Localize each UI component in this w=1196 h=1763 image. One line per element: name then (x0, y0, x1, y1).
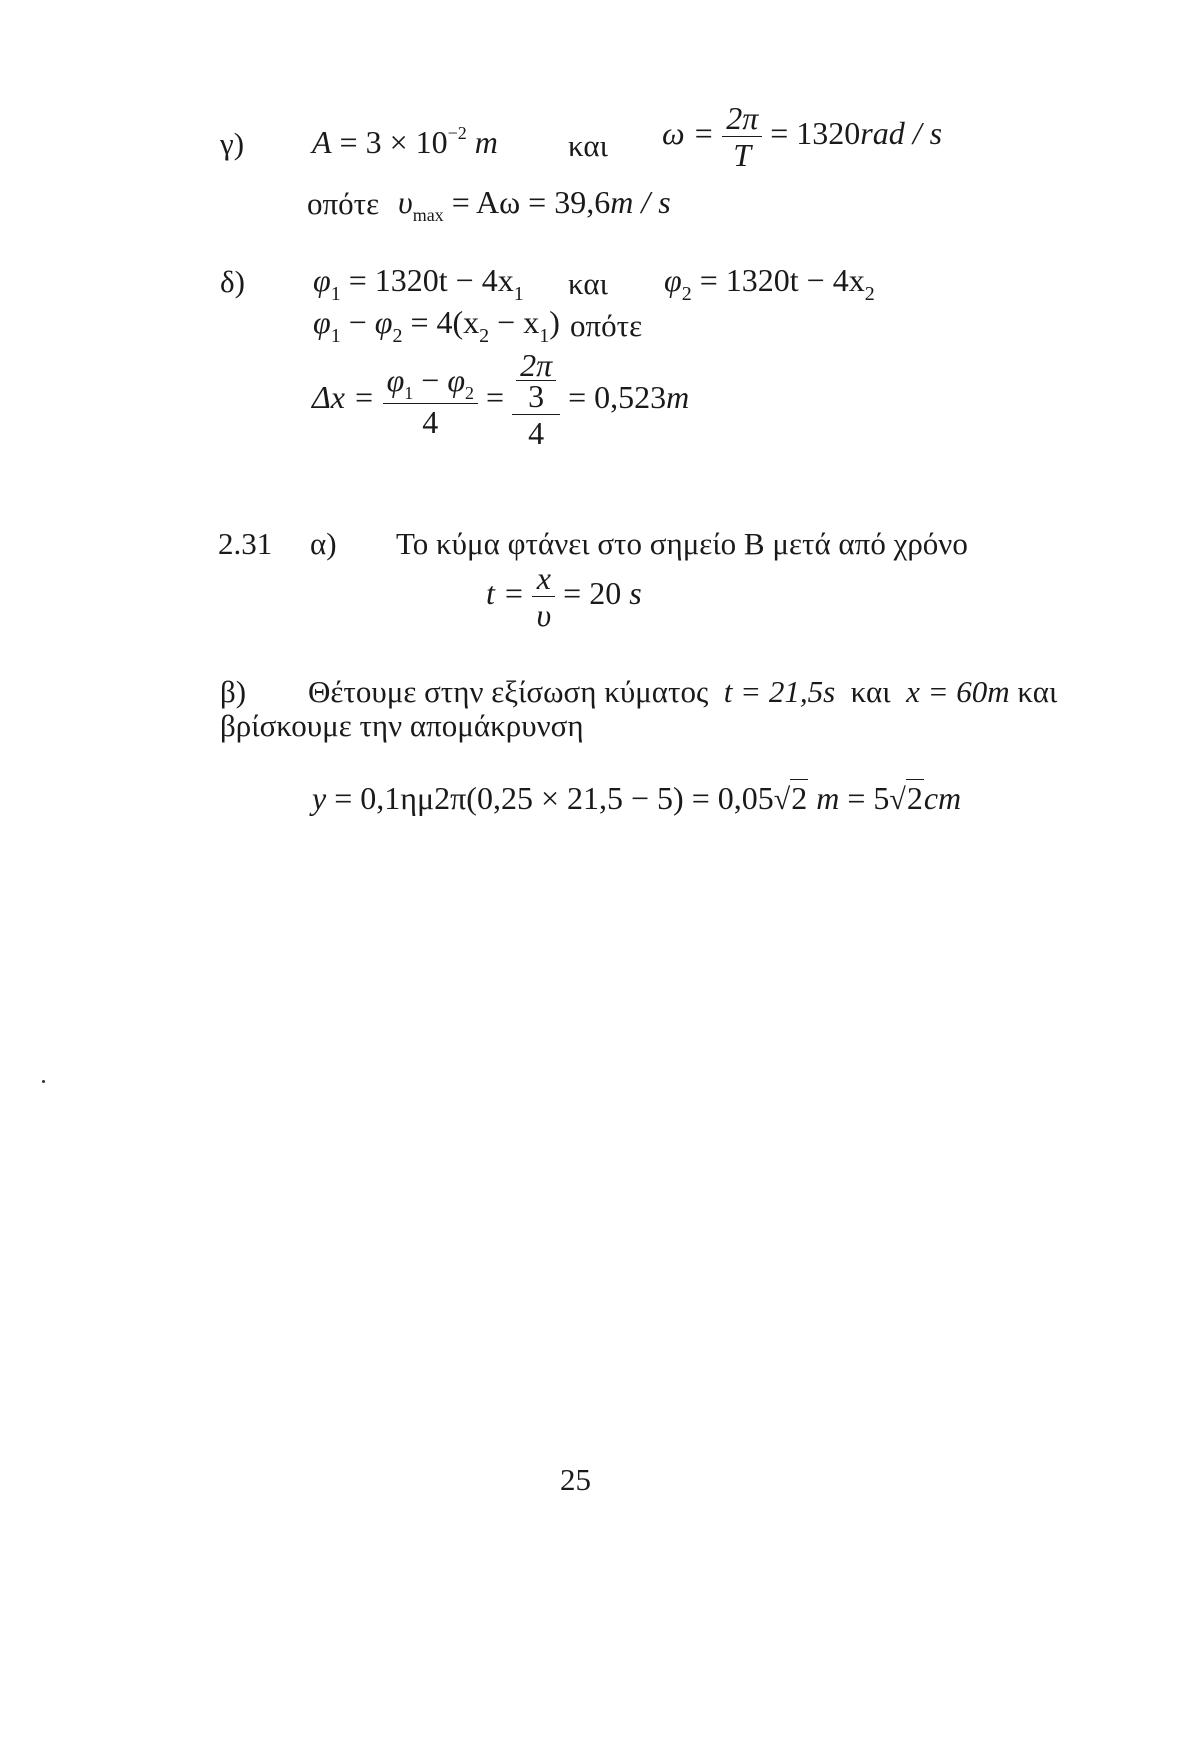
part-gamma-label: γ) (220, 126, 245, 161)
kai-word: και (568, 128, 608, 163)
page-number: 25 (560, 1462, 591, 1497)
scan-speck (42, 1080, 45, 1083)
part-delta-label: δ) (220, 264, 245, 299)
beta-text-line1: Θέτουμε στην εξίσωση κύματος t = 21,5s και x = 60m και (308, 674, 1058, 709)
amplitude-equation: $A = 3 \times 10^{-2}$ m (312, 123, 498, 160)
beta-text-line2: βρίσκουμε την απομάκρυνση (220, 708, 584, 743)
problem-number: 2.31 (218, 526, 273, 561)
part-alpha-label: α) (310, 526, 337, 561)
part-beta-label: β) (220, 674, 247, 709)
alpha-text: Το κύμα φτάνει στο σημείο Β μετά από χρόνο (396, 526, 968, 561)
time-equation: t = $\frac{x}{\upsilon}$ = 20 s (486, 560, 642, 633)
kai-word: και (568, 266, 608, 301)
vmax-equation: $\upsilon_{max} = A\omega = 39,6m / s$ (398, 184, 671, 225)
delta-x-equation: Δx = $\frac{\varphi_1 - \varphi_2}{4}$ = $\frac{\frac{2\pi}{3}}{4}$ = 0,523m (312, 347, 690, 451)
displacement-equation: y = 0,1ημ2π(0,25 × 21,5 − 5) = 0,05√2 m = 5√2cm (312, 780, 962, 816)
phi2-equation: $\varphi_2 = 1320t - 4x_2$ (664, 262, 875, 305)
opote-word: οπότε (307, 186, 380, 221)
omega-equation: ω = $\frac{2\pi}{T}$ = 1320rad / s (662, 100, 943, 173)
phi1-equation: $\varphi_1 = 1320t - 4x_1$ (313, 262, 524, 305)
opote-word: οπότε (570, 308, 643, 343)
phase-difference-equation: $\varphi_1 - \varphi_2 = 4(x_2 - x_1)$ (313, 304, 560, 347)
